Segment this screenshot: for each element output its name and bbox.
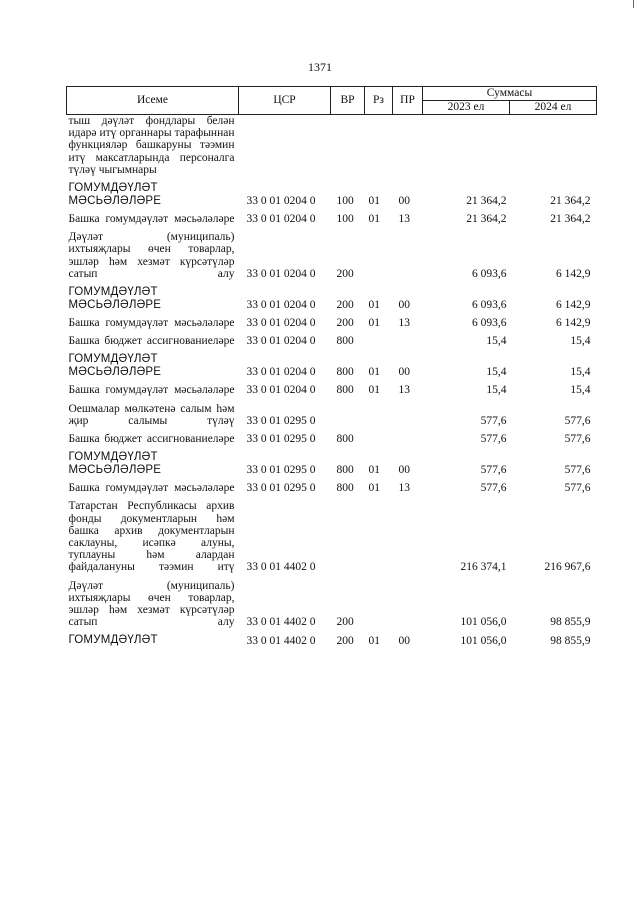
cell-s2: 98 855,9 [550, 634, 591, 647]
cell-s2: 6 142,9 [556, 298, 591, 311]
cell-name: Башка гомумдәүләт мәсьәләләре [68, 317, 235, 330]
cell-vr: 800 [336, 384, 354, 397]
cell-name: тыш дәүләт фондлары белән идарә итү органнары тарафыннан функцияләр башкаруны тәэмин итү максатларында персоналга түләү чыгымнары [68, 115, 235, 176]
cell-s1: 216 374,1 [460, 561, 507, 574]
cell-rz [365, 397, 393, 427]
cell-pr: 00 [398, 298, 410, 311]
cell-rz [365, 494, 393, 573]
table-row [67, 225, 597, 280]
table-row [67, 311, 597, 329]
cell-s1: 6 093,6 [472, 317, 507, 330]
cell-vr: 800 [336, 464, 354, 477]
table-row [67, 494, 597, 573]
cell-s2: 577,6 [564, 482, 591, 495]
cell-csr: 33 0 01 0295 0 [246, 433, 316, 446]
cell-rz [365, 574, 393, 629]
cell-s2: 577,6 [564, 464, 591, 477]
cell-csr: 33 0 01 0204 0 [246, 317, 316, 330]
header-rz: Рз [365, 87, 393, 115]
cell-rz: 01 [368, 634, 380, 647]
cell-rz: 01 [368, 298, 380, 311]
header-vr: ВР [331, 87, 365, 115]
header-csr: ЦСР [239, 87, 331, 115]
page-number: 1371 [308, 60, 332, 74]
cell-csr [239, 115, 331, 177]
cell-s1: 15,4 [486, 335, 507, 348]
cell-rz: 01 [368, 482, 380, 495]
cell-name: ГОМУМДӘҮЛӘТ [68, 634, 158, 647]
cell-s2: 15,4 [570, 366, 591, 379]
cell-name: ГОМУМДӘҮЛӘТ МӘСЬӘЛӘЛӘРЕ [68, 451, 162, 476]
cell-csr: 33 0 01 0204 0 [246, 366, 316, 379]
cell-vr: 200 [336, 634, 354, 647]
cell-s1: 101 056,0 [460, 634, 507, 647]
cell-s1: 577,6 [480, 482, 507, 495]
cell-csr: 33 0 01 4402 0 [246, 616, 316, 629]
cell-rz [365, 329, 393, 347]
cell-vr: 200 [336, 267, 354, 280]
table-row [67, 574, 597, 629]
table-row [67, 427, 597, 445]
cell-csr: 33 0 01 4402 0 [246, 561, 316, 574]
header-year-2024: 2024 ел [510, 101, 597, 115]
cell-name: Башка гомумдәүләт мәсьәләләре [68, 482, 235, 495]
cell-csr: 33 0 01 0295 0 [246, 482, 316, 495]
cell-s2: 15,4 [570, 335, 591, 348]
cell-vr: 100 [336, 213, 354, 226]
cell-csr: 33 0 01 4402 0 [246, 634, 316, 647]
cell-vr: 200 [336, 616, 354, 629]
cell-rz: 01 [368, 366, 380, 379]
cell-vr: 800 [336, 335, 354, 348]
cell-name: Дәүләт (муниципаль) ихтыяҗлары өчен товарлар, эшләр һәм хезмәт күрсәтүләр сатып алу [68, 231, 235, 280]
header-sums: Суммасы [423, 87, 597, 101]
cell-pr [393, 574, 423, 629]
cell-rz: 01 [368, 194, 380, 207]
cell-name: ГОМУМДӘҮЛӘТ МӘСЬӘЛӘЛӘРЕ [68, 286, 162, 311]
cell-name: Дәүләт (муниципаль) ихтыяҗлары өчен товарлар, эшләр һәм хезмәт күрсәтүләр сатып алу [68, 579, 235, 629]
cell-s1: 15,4 [486, 366, 507, 379]
cell-pr: 13 [398, 482, 410, 495]
cell-csr: 33 0 01 0295 0 [246, 414, 316, 427]
header-name: Исеме [67, 87, 239, 115]
cell-csr: 33 0 01 0204 0 [246, 298, 316, 311]
cell-name: ГОМУМДӘҮЛӘТ МӘСЬӘЛӘЛӘРЕ [68, 353, 162, 378]
cell-s2: 15,4 [570, 384, 591, 397]
cell-csr: 33 0 01 0204 0 [246, 384, 316, 397]
cell-pr [393, 115, 423, 177]
cell-s1: 21 364,2 [466, 213, 507, 226]
cell-vr: 800 [336, 482, 354, 495]
budget-table [66, 86, 597, 647]
cell-s1 [423, 115, 510, 177]
table-row [67, 347, 597, 378]
cell-pr: 13 [398, 213, 410, 226]
cell-s2: 6 142,9 [556, 267, 591, 280]
table-row [67, 378, 597, 396]
cell-pr [393, 427, 423, 445]
cell-name: Башка бюджет ассигнованиеләре [68, 335, 235, 348]
cell-vr [331, 397, 365, 427]
cell-s2 [510, 115, 597, 177]
cell-vr: 100 [336, 194, 354, 207]
cell-name: Башка гомумдәүләт мәсьәләләре [68, 384, 235, 397]
cell-vr: 200 [336, 298, 354, 311]
cell-csr: 33 0 01 0204 0 [246, 267, 316, 280]
cell-s1: 101 056,0 [460, 616, 507, 629]
table-row [67, 397, 597, 427]
cell-s1: 15,4 [486, 384, 507, 397]
cell-name: Оешмалар мөлкәтенә салым һәм җир салымы түләү [68, 402, 235, 427]
page-edge-mark [633, 0, 634, 8]
table-row [67, 280, 597, 311]
cell-pr [393, 397, 423, 427]
cell-pr: 00 [398, 464, 410, 477]
cell-csr: 33 0 01 0295 0 [246, 464, 316, 477]
cell-s1: 6 093,6 [472, 298, 507, 311]
cell-rz: 01 [368, 384, 380, 397]
cell-rz: 01 [368, 464, 380, 477]
cell-name: Башка бюджет ассигнованиеләре [68, 433, 235, 446]
cell-vr: 800 [336, 366, 354, 379]
table-row [67, 176, 597, 207]
cell-rz: 01 [368, 317, 380, 330]
cell-s1: 577,6 [480, 464, 507, 477]
table-row [67, 445, 597, 476]
header-year-2023: 2023 ел [423, 101, 510, 115]
cell-s1: 577,6 [480, 414, 507, 427]
cell-s1: 21 364,2 [466, 194, 507, 207]
cell-csr: 33 0 01 0204 0 [246, 194, 316, 207]
cell-s2: 577,6 [564, 414, 591, 427]
table-row [67, 476, 597, 494]
table-row [67, 115, 597, 177]
table-header [67, 87, 597, 115]
cell-name: ГОМУМДӘҮЛӘТ МӘСЬӘЛӘЛӘРЕ [68, 182, 162, 207]
cell-pr: 00 [398, 634, 410, 647]
cell-pr: 00 [398, 366, 410, 379]
cell-pr [393, 494, 423, 573]
cell-csr: 33 0 01 0204 0 [246, 335, 316, 348]
cell-pr: 13 [398, 384, 410, 397]
cell-s2: 6 142,9 [556, 317, 591, 330]
cell-vr: 200 [336, 317, 354, 330]
cell-pr: 00 [398, 194, 410, 207]
cell-rz [365, 115, 393, 177]
cell-s1: 6 093,6 [472, 267, 507, 280]
cell-pr [393, 225, 423, 280]
cell-s2: 21 364,2 [550, 213, 591, 226]
table-row [67, 628, 597, 647]
table-row [67, 329, 597, 347]
table-body [67, 115, 597, 647]
cell-pr: 13 [398, 317, 410, 330]
cell-s2: 21 364,2 [550, 194, 591, 207]
cell-vr [331, 115, 365, 177]
cell-vr: 800 [336, 433, 354, 446]
cell-s1: 577,6 [480, 433, 507, 446]
table-row [67, 207, 597, 225]
cell-pr [393, 329, 423, 347]
cell-rz [365, 427, 393, 445]
cell-name: Татарстан Республикасы архив фонды документларын һәм башка архив документларын саклауны, исәпкә алуны, туплауны һәм алардан файдалануны тәэмин итү [68, 500, 235, 574]
cell-vr [331, 494, 365, 573]
header-pr: ПР [393, 87, 423, 115]
cell-s2: 577,6 [564, 433, 591, 446]
cell-s2: 98 855,9 [550, 616, 591, 629]
cell-csr: 33 0 01 0204 0 [246, 213, 316, 226]
cell-s2: 216 967,6 [544, 561, 591, 574]
cell-name: Башка гомумдәүләт мәсьәләләре [68, 213, 235, 226]
cell-rz [365, 225, 393, 280]
cell-rz: 01 [368, 213, 380, 226]
